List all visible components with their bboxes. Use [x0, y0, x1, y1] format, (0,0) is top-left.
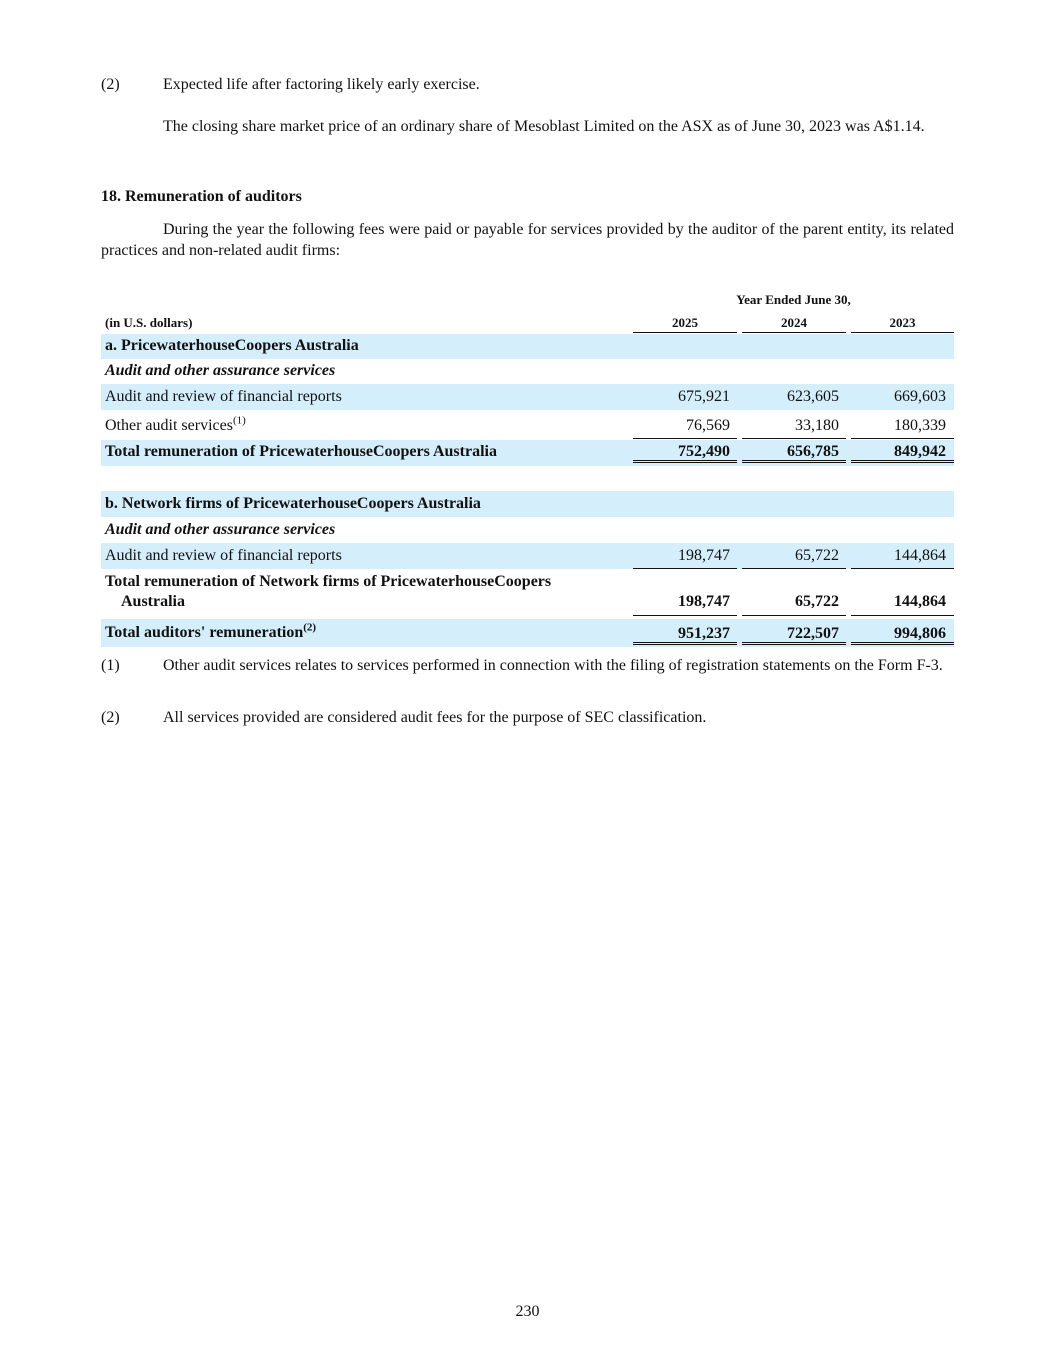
- footnote-text: All services provided are considered audit fees for the purpose of SEC classification.: [163, 709, 707, 726]
- section-b-title: b. Network firms of PricewaterhouseCoopers Australia: [105, 495, 481, 512]
- table-row: [101, 543, 954, 569]
- row-label: [105, 414, 246, 435]
- grand-total-double-rule: [742, 642, 846, 645]
- total-rule: [851, 615, 954, 616]
- section-b-subheading-row: [101, 517, 954, 543]
- section-b-total-label-line1: Total remuneration of Network firms of PricewaterhouseCoopers: [105, 573, 552, 590]
- intro-paragraph: During the year the following fees were paid or payable for services provided by the auditor of the parent entity, its related practices and non-related audit firms:: [101, 221, 954, 259]
- grand-total-2025: 951,237: [678, 625, 730, 642]
- row-label-text: Other audit services: [105, 417, 233, 434]
- grand-total-double-rule: [633, 642, 737, 645]
- header-rule: [633, 332, 737, 333]
- footnote-marker: (2): [101, 709, 120, 726]
- year-header-2025: 2025: [672, 315, 698, 330]
- header-rule: [742, 332, 846, 333]
- footnote-text: Expected life after factoring likely early exercise.: [163, 76, 480, 93]
- grand-total-label-text: Total auditors' remuneration: [105, 624, 304, 641]
- total-double-rule: [851, 460, 954, 463]
- row-label: Audit and review of financial reports: [105, 547, 342, 564]
- auditor-remuneration-table: [101, 290, 954, 647]
- grand-total-label: [105, 621, 317, 642]
- value-2024: 623,605: [787, 388, 839, 405]
- section-a-title: a. PricewaterhouseCoopers Australia: [105, 337, 359, 354]
- footnote-reference: (2): [303, 621, 317, 634]
- grand-total-2023: 994,806: [894, 625, 946, 642]
- year-header-2024: 2024: [781, 315, 807, 330]
- section-heading: 18. Remuneration of auditors: [101, 188, 302, 205]
- row-label: Audit and review of financial reports: [105, 388, 342, 405]
- total-rule: [633, 615, 737, 616]
- value-2024: 33,180: [795, 417, 839, 434]
- page-number: 230: [515, 1303, 540, 1320]
- section-a-total-label: Total remuneration of PricewaterhouseCoopers Australia: [105, 443, 497, 460]
- section-a-subheading-row: [101, 359, 954, 384]
- unit-label: (in U.S. dollars): [105, 315, 193, 330]
- total-2024: 65,722: [795, 593, 839, 610]
- section-b-total-row: [101, 569, 954, 617]
- section-b-title-row: [101, 491, 954, 517]
- total-2025: 752,490: [678, 443, 730, 460]
- total-2023: 849,942: [894, 443, 946, 460]
- value-2025: 198,747: [678, 547, 730, 564]
- section-a-title-row: [101, 334, 954, 359]
- value-2023: 669,603: [894, 388, 946, 405]
- grand-total-double-rule: [851, 642, 954, 645]
- year-header-2023: 2023: [889, 315, 916, 330]
- value-2024: 65,722: [795, 547, 839, 564]
- footnote-reference: (1): [232, 414, 246, 427]
- value-2023: 180,339: [894, 417, 946, 434]
- section-a-subheading: Audit and other assurance services: [105, 362, 336, 379]
- total-rule: [742, 615, 846, 616]
- grand-total-row: [101, 619, 954, 647]
- spacer-row: [101, 466, 954, 491]
- total-2024: 656,785: [787, 443, 839, 460]
- value-2023: 144,864: [894, 547, 946, 564]
- total-double-rule: [633, 460, 737, 463]
- period-header: Year Ended June 30,: [736, 292, 851, 307]
- header-rule: [851, 332, 954, 333]
- total-2023: 144,864: [894, 593, 946, 610]
- subtotal-rule: [851, 438, 954, 439]
- section-b-subheading: Audit and other assurance services: [105, 521, 336, 538]
- closing-price-paragraph: The closing share market price of an ordinary share of Mesoblast Limited on the ASX as of June 30, 2023 was A$1.14.: [163, 118, 925, 135]
- table-header-years-row: [101, 312, 954, 334]
- footnote-marker: (1): [101, 657, 120, 674]
- total-2025: 198,747: [678, 593, 730, 610]
- table-row: [101, 384, 954, 410]
- footnote-marker: (2): [101, 76, 120, 93]
- total-double-rule: [742, 460, 846, 463]
- table-header-period-row: [101, 290, 954, 312]
- subtotal-rule: [742, 438, 846, 439]
- subtotal-rule: [633, 438, 737, 439]
- section-a-total-row: [101, 440, 954, 466]
- table-row: [101, 410, 954, 440]
- grand-total-2024: 722,507: [787, 625, 839, 642]
- value-2025: 675,921: [678, 388, 730, 405]
- value-2025: 76,569: [686, 417, 730, 434]
- section-b-total-label-line2: Australia: [121, 593, 185, 610]
- footnote-text: Other audit services relates to services performed in connection with the filing of registration statements on the Form F-3.: [163, 657, 943, 674]
